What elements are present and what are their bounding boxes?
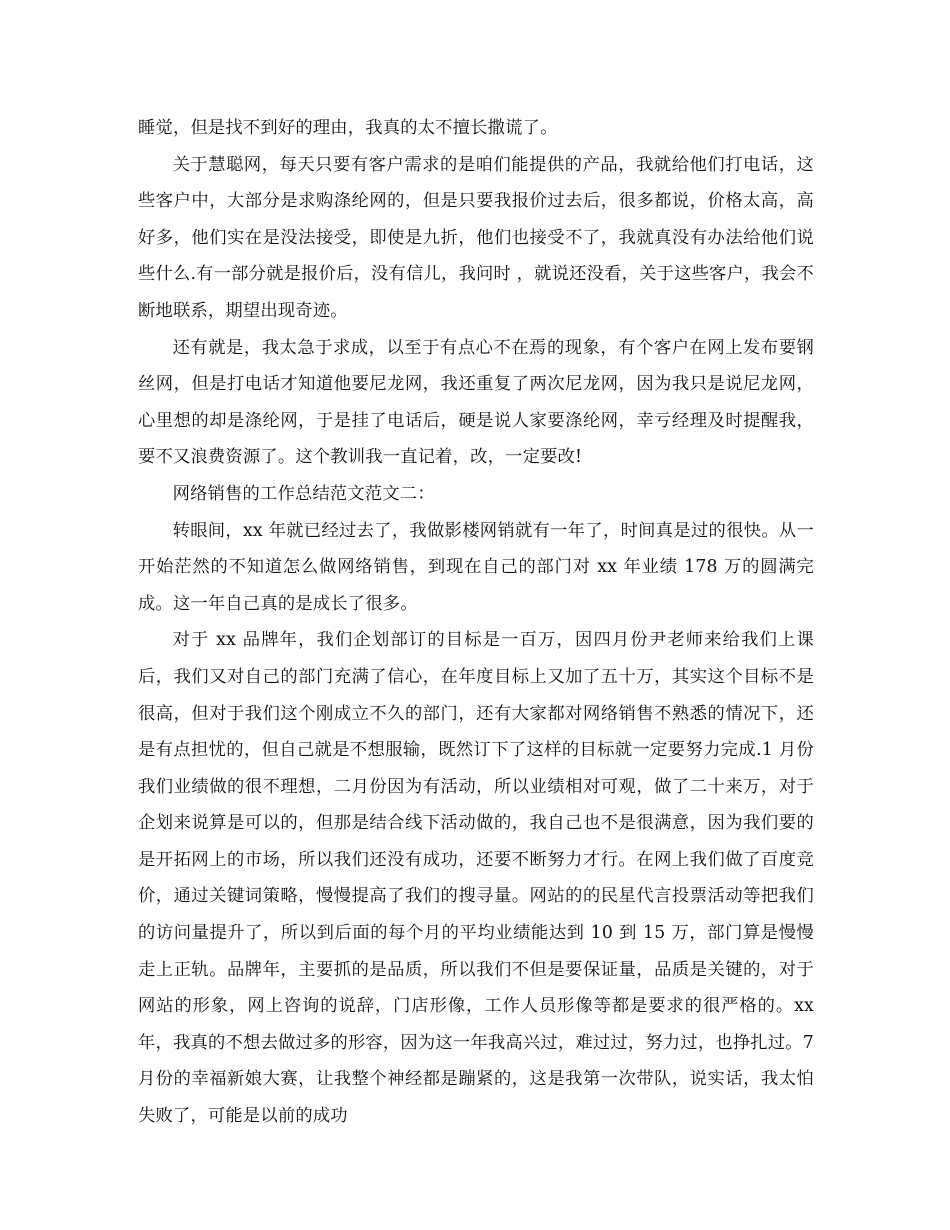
paragraph-4: 转眼间，xx 年就已经过去了，我做影楼网销就有一年了，时间真是过的很快。从一开始茫然的不知道怎么做网络销售，到现在自己的部门对 xx 年业绩 178 万的圆满完成。这一年自己真的是成长了很多。 — [138, 520, 814, 614]
paragraph-2: 关于慧聪网，每天只要有客户需求的是咱们能提供的产品，我就给他们打电话，这些客户中，大部分是求购涤纶网的，但是只要我报价过去后，很多都说，价格太高，高好多，他们实在是没法接受，即使是九折，他们也接受不了，我就真没有办法给他们说些什么.有一部分就是报价后，没有信儿，我问时 ，就说还没看，关于这些客户，我会不断地联系，期望出现奇迹。 — [138, 154, 814, 321]
section-heading: 网络销售的工作总结范文范文二： — [172, 483, 435, 504]
paragraph-5: 对于 xx 品牌年，我们企划部订的目标是一百万，因四月份尹老师来给我们上课后，我们又对自己的部门充满了信心，在年度目标上又加了五十万，其实这个目标不是很高，但对于我们这个刚成立不久的部门，还有大家都对网络销售不熟悉的情况下，还是有点担忧的，但自己就是不想服输，既然订下了这样的目标就一定要努力完成.1 月份我们业绩做的很不理想，二月份因为有活动，所以业绩相对可观，做了二十来万，对于企划来说算是可以的，但那是结合线下活动做的，我自己也不是很满意，因为我们要的是开拓网上的市场，所以我们还没有成功，还要不断努力才行。在网上我们做了百度竞价，通过关键词策略，慢慢提高了我们的搜寻量。网站的的民星代言投票活动等把我们的访问量提升了，所以到后面的每个月的平均业绩能达到 10 到 15 万，部门算是慢慢走上正轨。品牌年，主要抓的是品质，所以我们不但是要保证量，品质是关键的，对于网站的形象，网上咨询的说辞，门店形像，工作人员形像等都是要求的很严格的。xx 年，我真的不想去做过多的形容，因为这一年我高兴过，难过过，努力过，也挣扎过。7 月份的幸福新娘大赛，让我整个神经都是蹦紧的，这是我第一次带队，说实话，我太怕失败了，可能是以前的成功 — [138, 630, 814, 1127]
paragraph-3: 还有就是，我太急于求成，以至于有点心不在焉的现象，有个客户在网上发布要钢丝网，但是打电话才知道他要尼龙网，我还重复了两次尼龙网，因为我只是说尼龙网，心里想的却是涤纶网，于是挂了电话后，硬是说人家要涤纶网，幸亏经理及时提醒我，要不又浪费资源了。这个教训我一直记着，改，一定要改! — [138, 337, 814, 468]
paragraph-1: 睡觉，但是找不到好的理由，我真的太不擅长撒谎了。 — [138, 118, 558, 138]
document-body — [138, 110, 814, 1135]
